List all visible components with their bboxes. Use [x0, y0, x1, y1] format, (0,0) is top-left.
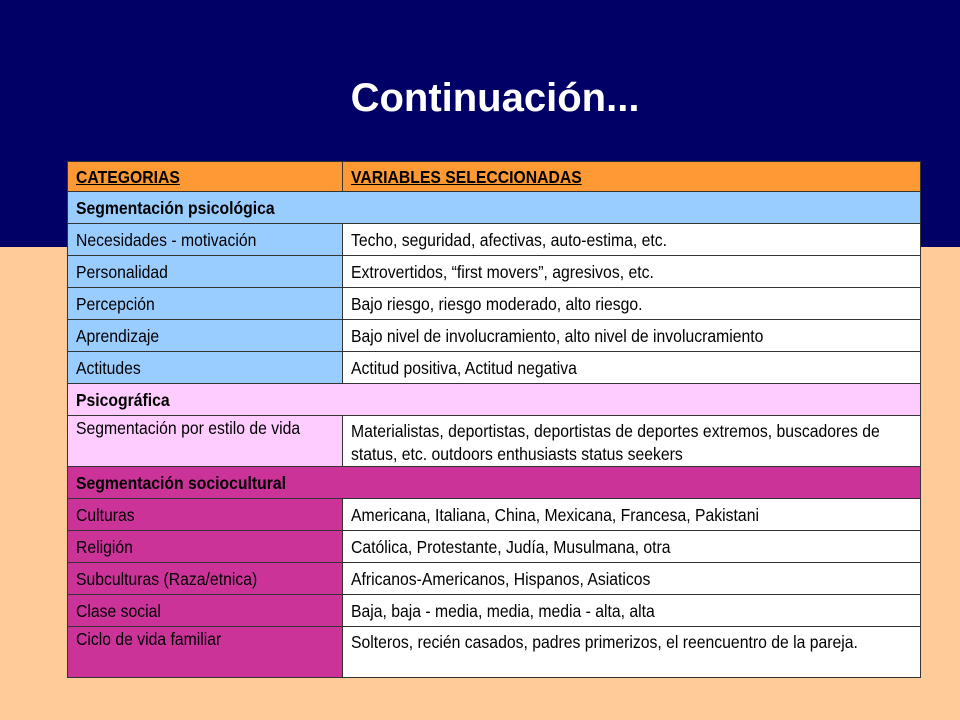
table-row: [68, 224, 921, 256]
section-row-sociocultural: [68, 467, 921, 499]
category-cell: Personalidad: [68, 256, 343, 288]
table-row: [68, 320, 921, 352]
category-cell: Segmentación por estilo de vida: [68, 416, 343, 467]
table-row: [68, 595, 921, 627]
table-row: [68, 288, 921, 320]
variables-cell: Bajo riesgo, riesgo moderado, alto riesgo.: [343, 288, 921, 320]
category-cell: Ciclo de vida familiar: [68, 627, 343, 678]
variables-cell: Extrovertidos, “first movers”, agresivos, etc.: [343, 256, 921, 288]
table-row: [68, 627, 921, 678]
section-title: Segmentación psicológica: [68, 192, 921, 224]
category-cell: Culturas: [68, 499, 343, 531]
variables-cell: Católica, Protestante, Judía, Musulmana, otra: [343, 531, 921, 563]
variables-cell: Baja, baja - media, media, media - alta, alta: [343, 595, 921, 627]
section-title: Psicográfica: [68, 384, 921, 416]
variables-cell: Solteros, recién casados, padres primerizos, el reencuentro de la pareja.: [343, 627, 921, 678]
header-categories: CATEGORIAS: [68, 162, 343, 192]
table-header-row: [68, 162, 921, 192]
variables-cell: Bajo nivel de involucramiento, alto nivel de involucramiento: [343, 320, 921, 352]
section-title: Segmentación sociocultural: [68, 467, 921, 499]
table-row: [68, 563, 921, 595]
variables-cell: Actitud positiva, Actitud negativa: [343, 352, 921, 384]
table-row: [68, 352, 921, 384]
category-cell: Necesidades - motivación: [68, 224, 343, 256]
category-cell: Actitudes: [68, 352, 343, 384]
category-cell: Subculturas (Raza/etnica): [68, 563, 343, 595]
category-cell: Religión: [68, 531, 343, 563]
category-cell: Clase social: [68, 595, 343, 627]
variables-cell: Americana, Italiana, China, Mexicana, Francesa, Pakistani: [343, 499, 921, 531]
table-row: [68, 499, 921, 531]
table-row: [68, 256, 921, 288]
slide-title: Continuación...: [350, 76, 640, 120]
header-variables: VARIABLES SELECCIONADAS: [343, 162, 921, 192]
variables-cell: Africanos-Americanos, Hispanos, Asiaticos: [343, 563, 921, 595]
variables-cell: Techo, seguridad, afectivas, auto-estima, etc.: [343, 224, 921, 256]
section-row-psychological: [68, 192, 921, 224]
table-row: [68, 531, 921, 563]
category-cell: Percepción: [68, 288, 343, 320]
section-row-psychographic: [68, 384, 921, 416]
variables-cell: Materialistas, deportistas, deportistas de deportes extremos, buscadores de status, etc. outdoors enthusiasts status seekers: [343, 416, 921, 467]
table-row: [68, 416, 921, 467]
segmentation-table: [67, 161, 921, 678]
category-cell: Aprendizaje: [68, 320, 343, 352]
